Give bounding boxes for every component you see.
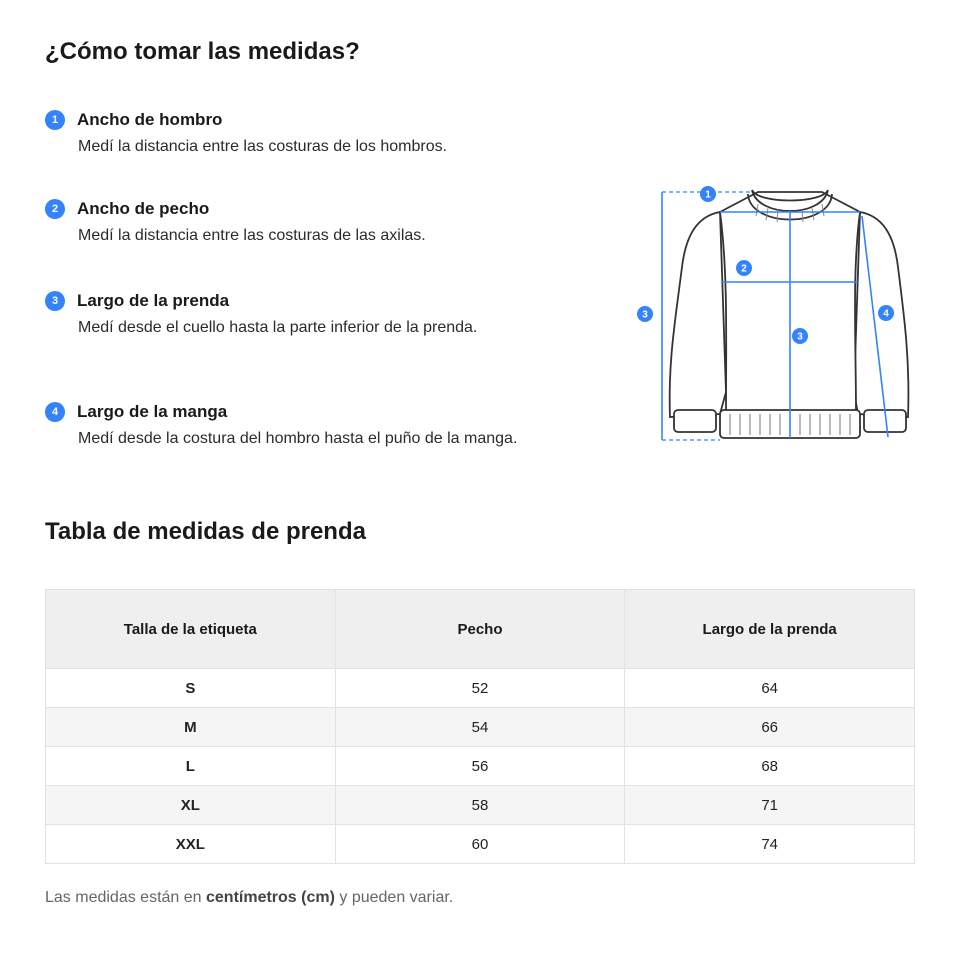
marker-label: 3 — [642, 309, 648, 321]
length-cell: 71 — [625, 786, 915, 825]
size-table — [45, 589, 915, 864]
chest-cell: 56 — [335, 747, 625, 786]
length-cell: 68 — [625, 747, 915, 786]
length-cell: 74 — [625, 825, 915, 864]
measure-description: Medí desde el cuello hasta la parte inferior de la prenda. — [78, 319, 478, 336]
measure-label: Ancho de hombro — [77, 110, 223, 129]
measure-description: Medí la distancia entre las costuras de las axilas. — [78, 227, 426, 244]
size-cell: S — [46, 669, 336, 708]
step-3-badge: 3 — [45, 291, 65, 311]
size-table-title: Tabla de medidas de prenda — [45, 518, 366, 545]
footnote-prefix: Las medidas están en — [45, 889, 202, 906]
sweater-diagram — [630, 182, 910, 452]
chest-cell: 54 — [335, 708, 625, 747]
measure-item-sleeve — [45, 400, 545, 449]
size-cell: XL — [46, 786, 336, 825]
marker-label: 2 — [741, 263, 747, 275]
left-sleeve — [670, 212, 726, 417]
footnote-unit: centímetros (cm) — [206, 889, 335, 906]
footnote-suffix: y pueden variar. — [339, 889, 454, 906]
measure-item-length — [45, 289, 545, 338]
measure-label: Largo de la prenda — [77, 291, 230, 310]
step-1-badge: 1 — [45, 110, 65, 130]
step-2-badge: 2 — [45, 199, 65, 219]
table-header-row — [46, 590, 915, 669]
measure-item-shoulder — [45, 108, 545, 157]
chest-cell: 60 — [335, 825, 625, 864]
measure-description: Medí la distancia entre las costuras de los hombros. — [78, 138, 448, 155]
column-header-chest: Pecho — [335, 590, 625, 669]
measure-label: Ancho de pecho — [77, 199, 210, 218]
chest-cell: 52 — [335, 669, 625, 708]
step-4-badge: 4 — [45, 402, 65, 422]
marker-label: 1 — [705, 189, 711, 201]
table-row — [46, 747, 915, 786]
column-header-size: Talla de la etiqueta — [46, 590, 336, 669]
size-cell: M — [46, 708, 336, 747]
marker-label: 4 — [883, 308, 889, 320]
length-cell: 64 — [625, 669, 915, 708]
column-header-length: Largo de la prenda — [625, 590, 915, 669]
measure-description: Medí desde la costura del hombro hasta el puño de la manga. — [78, 430, 518, 447]
size-cell: XXL — [46, 825, 336, 864]
measure-item-chest — [45, 197, 545, 246]
measure-label: Largo de la manga — [77, 402, 228, 421]
measure-guide-title: ¿Cómo tomar las medidas? — [45, 38, 360, 65]
size-cell: L — [46, 747, 336, 786]
table-row — [46, 825, 915, 864]
length-cell: 66 — [625, 708, 915, 747]
table-row — [46, 786, 915, 825]
table-row — [46, 708, 915, 747]
left-cuff — [674, 410, 716, 432]
units-footnote — [45, 889, 453, 907]
marker-label: 3 — [797, 331, 803, 343]
table-row — [46, 669, 915, 708]
chest-cell: 58 — [335, 786, 625, 825]
